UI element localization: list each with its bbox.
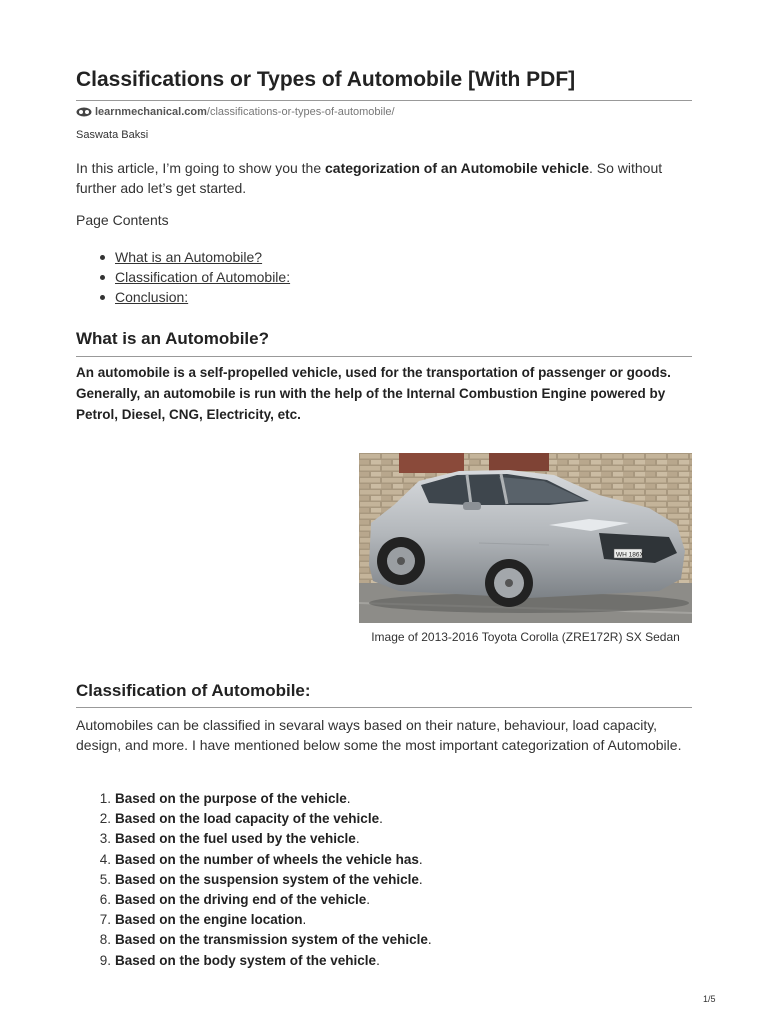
learnmechanical-favicon-icon xyxy=(76,107,92,117)
list-item-period: . xyxy=(418,871,423,887)
source-domain[interactable]: learnmechanical.com xyxy=(95,106,207,118)
article-title: Classifications or Types of Automobile [With PDF] xyxy=(76,68,576,91)
list-item-period: . xyxy=(366,891,371,907)
toc-link[interactable]: What is an Automobile? xyxy=(115,249,263,265)
intro-text-bold: categorization of an Automobile vehicle xyxy=(325,160,589,176)
classification-list-item xyxy=(76,910,432,930)
classification-list-item xyxy=(76,890,432,910)
source-path[interactable]: /classifications-or-types-of-automobile/ xyxy=(206,106,395,118)
list-item-number: 4. xyxy=(99,851,111,867)
toc-item-what-is-automobile[interactable] xyxy=(76,247,290,267)
list-item-number: 6. xyxy=(99,891,111,907)
list-item-text: Based on the body system of the vehicle xyxy=(115,952,377,968)
source-url[interactable] xyxy=(76,106,395,118)
classification-intro-paragraph: Automobiles can be classified in sevaral ways based on their nature, behaviour, load capacity, design, and more. I have mentioned below some the most important categorization of Automobile. xyxy=(76,717,682,753)
list-item-number: 1. xyxy=(99,791,111,806)
toc-item-classification[interactable] xyxy=(76,267,290,287)
toc-link[interactable]: Classification of Automobile: xyxy=(115,269,291,285)
list-item-text: Based on the number of wheels the vehicle has xyxy=(115,851,419,867)
image-caption: Image of 2013-2016 Toyota Corolla (ZRE172R) SX Sedan xyxy=(371,630,680,644)
classification-list-item xyxy=(76,930,432,950)
list-item-period: . xyxy=(418,851,423,867)
list-item-period: . xyxy=(346,791,351,806)
list-item-text: Based on the load capacity of the vehicle xyxy=(115,811,380,827)
list-item-period: . xyxy=(302,912,307,928)
list-item-text: Based on the driving end of the vehicle xyxy=(115,891,367,907)
list-item-number: 9. xyxy=(99,952,111,968)
list-item-number: 5. xyxy=(99,871,111,887)
list-item-text: Based on the engine location xyxy=(115,912,303,928)
section-heading-classification: Classification of Automobile: xyxy=(76,681,311,700)
page-contents-label: Page Contents xyxy=(76,212,169,228)
automobile-definition: An automobile is a self-propelled vehicle, used for the transportation of passenger or goods. Generally, an automobile is run with the help of the Internal Combustion Engine powered by Petrol, Diesel, CNG, Electricity, etc. xyxy=(76,365,671,422)
list-item-period: . xyxy=(379,811,383,827)
list-item-period: . xyxy=(355,831,360,847)
intro-text-start: In this article, I’m going to show you the xyxy=(76,160,326,176)
intro-paragraph xyxy=(76,158,692,198)
section-divider xyxy=(76,707,692,708)
license-plate-text: WH 186X xyxy=(616,551,644,559)
list-item-text: Based on the purpose of the vehicle xyxy=(115,791,347,806)
author-name: Saswata Baksi xyxy=(76,129,149,141)
list-item-number: 3. xyxy=(99,831,111,847)
classification-list-item xyxy=(76,850,432,870)
list-item-text: Based on the transmission system of the vehicle xyxy=(115,932,428,948)
section-divider xyxy=(76,356,692,357)
list-item-text: Based on the fuel used by the vehicle xyxy=(115,831,356,847)
toc-link[interactable]: Conclusion: xyxy=(115,289,189,305)
list-item-period: . xyxy=(376,952,380,968)
list-item-number: 7. xyxy=(99,912,111,928)
list-item-text: Based on the suspension system of the vehicle xyxy=(115,871,419,887)
table-of-contents xyxy=(76,247,290,307)
classification-list-item xyxy=(76,809,432,829)
list-item-period: . xyxy=(427,932,432,948)
classification-list-item xyxy=(76,789,432,809)
section-heading-what-is-automobile: What is an Automobile? xyxy=(76,329,269,348)
classification-list-item xyxy=(76,951,432,971)
title-divider xyxy=(76,100,692,101)
car-photo xyxy=(359,453,692,623)
page-number: 1/5 xyxy=(703,994,716,1004)
toc-item-conclusion[interactable] xyxy=(76,287,290,307)
intro-text-end: . So without further ado let’s get started. xyxy=(76,160,663,196)
classification-list-item xyxy=(76,870,432,890)
classification-list xyxy=(76,789,432,971)
list-item-number: 8. xyxy=(99,932,111,948)
toyota-corolla-image xyxy=(359,453,692,623)
classification-list-item xyxy=(76,829,432,849)
list-item-number: 2. xyxy=(99,811,111,827)
